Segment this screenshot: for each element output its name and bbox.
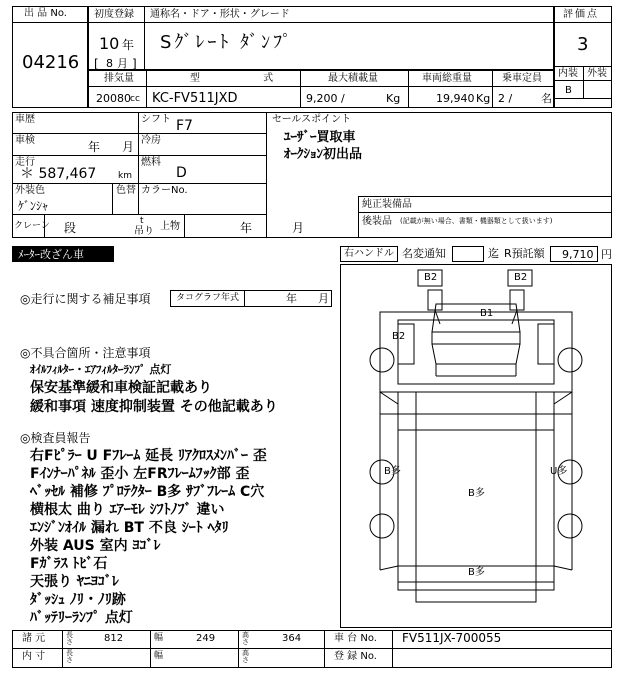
name-change-box (452, 246, 484, 262)
tacho-label: タコグラフ年式 (176, 293, 240, 303)
inspector-line: 天張り ﾔﾆﾖｺﾞﾚ (30, 574, 119, 590)
defects-title: ◎不具合箇所・注意事項 (20, 346, 151, 360)
capacity-unit: 名 (541, 92, 552, 105)
r-deposit-unit: 円 (601, 248, 612, 261)
rear-left-wheel-2 (370, 514, 394, 538)
inspection-label: 車検 (15, 135, 35, 146)
r-deposit-value: 9,710 (562, 248, 594, 261)
defect-line: 保安基準緩和車検証記載あり (30, 380, 212, 396)
fuel-label: 燃料 (141, 157, 161, 168)
reg-month: 8 (106, 57, 113, 70)
inspector-line: Fｶﾞﾗｽ ﾄﾋﾞ石 (30, 556, 108, 572)
sales-line-1: ﾕｰｻﾞｰ買取車 (284, 130, 356, 145)
model-label: 型 式 (190, 73, 304, 84)
displacement-label: 排気量 (104, 73, 134, 84)
genuine-label: 純正装備品 (362, 199, 412, 210)
car-name: Sｸﾞﾚｰﾄ ﾀﾞﾝﾌﾟ (160, 32, 295, 53)
defect-line: 緩和事項 速度抑制装置 その他記載あり (30, 399, 278, 415)
color-no-label: 色替 (116, 185, 136, 196)
title-label: 通称名・ドア・形状・グレード (150, 9, 290, 20)
inspector-line: ﾊﾞｯﾃﾘｰﾗﾝﾌﾟ 点灯 (30, 610, 133, 626)
mark-b2-right-top: B2 (514, 272, 528, 283)
history-label: 車歴 (15, 114, 35, 125)
model-value: KC-FV511JXD (152, 91, 238, 106)
grade-value: 3 (577, 34, 589, 55)
inspector-title: ◎検査員報告 (20, 431, 91, 445)
inspector-line: ﾀﾞｯｼｭ ﾉﾘ・ﾉﾘ跡 (30, 592, 126, 608)
upper-label: 上物 (160, 221, 180, 232)
tacho-month: 月 (318, 292, 329, 305)
inspector-line: 外装 AUS 室内 ﾖｺﾞﾚ (30, 538, 161, 554)
inspector-line: ｴﾝｼﾞﾝｵｲﾙ 漏れ BT 不良 ｼｰﾄ ﾍﾀﾘ (30, 520, 229, 536)
mark-b2-side: B2 (392, 331, 406, 342)
lot-label: 出 品 No. (24, 8, 67, 19)
rear-right-wheel-2 (558, 514, 582, 538)
color-value: ｹﾞﾝｼｬ (18, 199, 49, 213)
reg-year: 10 (99, 34, 120, 53)
inspector-line: 右Fﾋﾟﾗｰ U Fﾌﾚｰﾑ 延長 ﾘｱｸﾛｽﾒﾝﾊﾞｰ 歪 (30, 448, 267, 464)
dims-label: 諸 元 (22, 633, 46, 644)
max-load-value: 9,200 / (306, 92, 345, 105)
mileage-value: ＊ 587,467 (20, 166, 97, 182)
cab-top (432, 304, 520, 332)
front-right-wheel (558, 348, 582, 372)
chassis-label: 車 台 No. (334, 633, 377, 644)
crane-tier: 段 (64, 221, 77, 235)
capacity-value: 2 / (498, 92, 513, 105)
mark-b2-left-top: B2 (424, 272, 438, 283)
crane-label: クレーン (14, 221, 50, 231)
deadline-label: 迄 (488, 247, 499, 260)
max-load-unit: Kg (386, 92, 401, 105)
front-left-wheel (370, 348, 394, 372)
reg-month-unit: 月 (117, 57, 128, 70)
inspection-year: 年 (88, 140, 101, 154)
inspector-line: 横根太 曲り ｴｱｰﾓﾚ ｼﾌﾄﾉﾌﾞ 違い (30, 502, 225, 518)
displacement-value: 20080 (96, 92, 131, 105)
gross-weight-label: 車両総重量 (422, 73, 472, 84)
mark-b-many-bottom: B多 (468, 567, 485, 578)
name-change-label: 名変通知 (402, 247, 446, 260)
mark-b-many-left: B多 (384, 466, 401, 477)
lot-number: 04216 (22, 52, 80, 73)
chassis-value: FV511JX-700055 (402, 631, 502, 645)
left-mirror (428, 290, 442, 310)
inspection-month: 月 (122, 140, 135, 154)
sales-label: セールスポイント (272, 114, 352, 125)
capacity-label: 乗車定員 (502, 73, 542, 84)
mark-b-many-center: B多 (468, 488, 485, 499)
width-value: 249 (196, 633, 216, 644)
right-mirror (510, 290, 524, 310)
gross-weight-value: 19,940 (436, 92, 475, 105)
height-value: 364 (282, 633, 302, 644)
reg-month-close: ] (132, 57, 137, 71)
inspector-line: ﾍﾞｯｾﾙ 補修 ﾌﾟﾛﾃｸﾀｰ B多 ｻﾌﾞﾌﾚｰﾑ C穴 (30, 484, 265, 500)
inner-label: 内 寸 (22, 651, 46, 662)
length-label: 長さ (66, 631, 73, 646)
mileage-label: 走行 (15, 157, 35, 168)
shift-label: シフト (141, 114, 171, 125)
tampered-label: ﾒｰﾀｰ改ざん車 (18, 248, 84, 261)
mileage-unit: km (118, 171, 132, 181)
interior-grade: B (565, 85, 572, 96)
r-deposit-label: R預託額 (504, 247, 545, 260)
width-label: 幅 (154, 633, 164, 643)
upper-year: 年 (240, 221, 253, 235)
inspector-line: Fｲﾝﾅｰﾊﾟﾈﾙ 歪小 左FRﾌﾚｰﾑﾌｯｸ部 歪 (30, 466, 250, 482)
first-reg-label: 初度登録 (94, 9, 134, 20)
shift-value: F7 (176, 118, 193, 134)
fuel-value: D (176, 165, 187, 181)
interior-label: 内装 (558, 68, 578, 79)
length-value: 812 (104, 633, 124, 644)
footer-box (12, 630, 612, 668)
aftermarket-note: (記載が無い場合、書類・機器類として扱います) (400, 217, 553, 225)
crane-hoist-unit: t (140, 216, 144, 226)
inner-length-label: 長さ (66, 649, 73, 664)
defect-line: ｵｲﾙﾌｨﾙﾀｰ・ｴｱﾌｨﾙﾀｰﾗﾝﾌﾟ 点灯 (30, 363, 172, 376)
exterior-label: 外装 (587, 68, 607, 79)
reg-no-label: 登 録 No. (334, 651, 377, 662)
inner-height-label: 高さ (242, 649, 249, 664)
color-label: 外装色 (15, 185, 45, 196)
aftermarket-label: 後装品 (362, 216, 392, 227)
right-hand-label: 右ハンドル (344, 248, 394, 259)
crane-hoist: 吊り (134, 226, 154, 237)
max-load-label: 最大積載量 (328, 73, 378, 84)
supplement-title: ◎走行に関する補足事項 (20, 292, 151, 306)
reg-month-open: [ (94, 57, 99, 71)
displacement-unit: cc (130, 94, 140, 104)
sales-line-2: ｵｰｸｼｮﾝ初出品 (284, 147, 363, 162)
mark-u-many-right: U多 (550, 466, 568, 477)
reg-year-unit: 年 (122, 38, 135, 52)
gross-weight-unit: Kg (476, 92, 491, 105)
tacho-year: 年 (286, 292, 297, 305)
mark-b1: B1 (480, 308, 494, 319)
upper-month: 月 (292, 221, 305, 235)
inner-width-label: 幅 (154, 651, 164, 661)
grade-label: 評価点 (563, 9, 599, 20)
ac-label: 冷房 (141, 135, 161, 146)
height-label: 高さ (242, 631, 249, 646)
color-code-label: カラーNo. (141, 185, 188, 196)
